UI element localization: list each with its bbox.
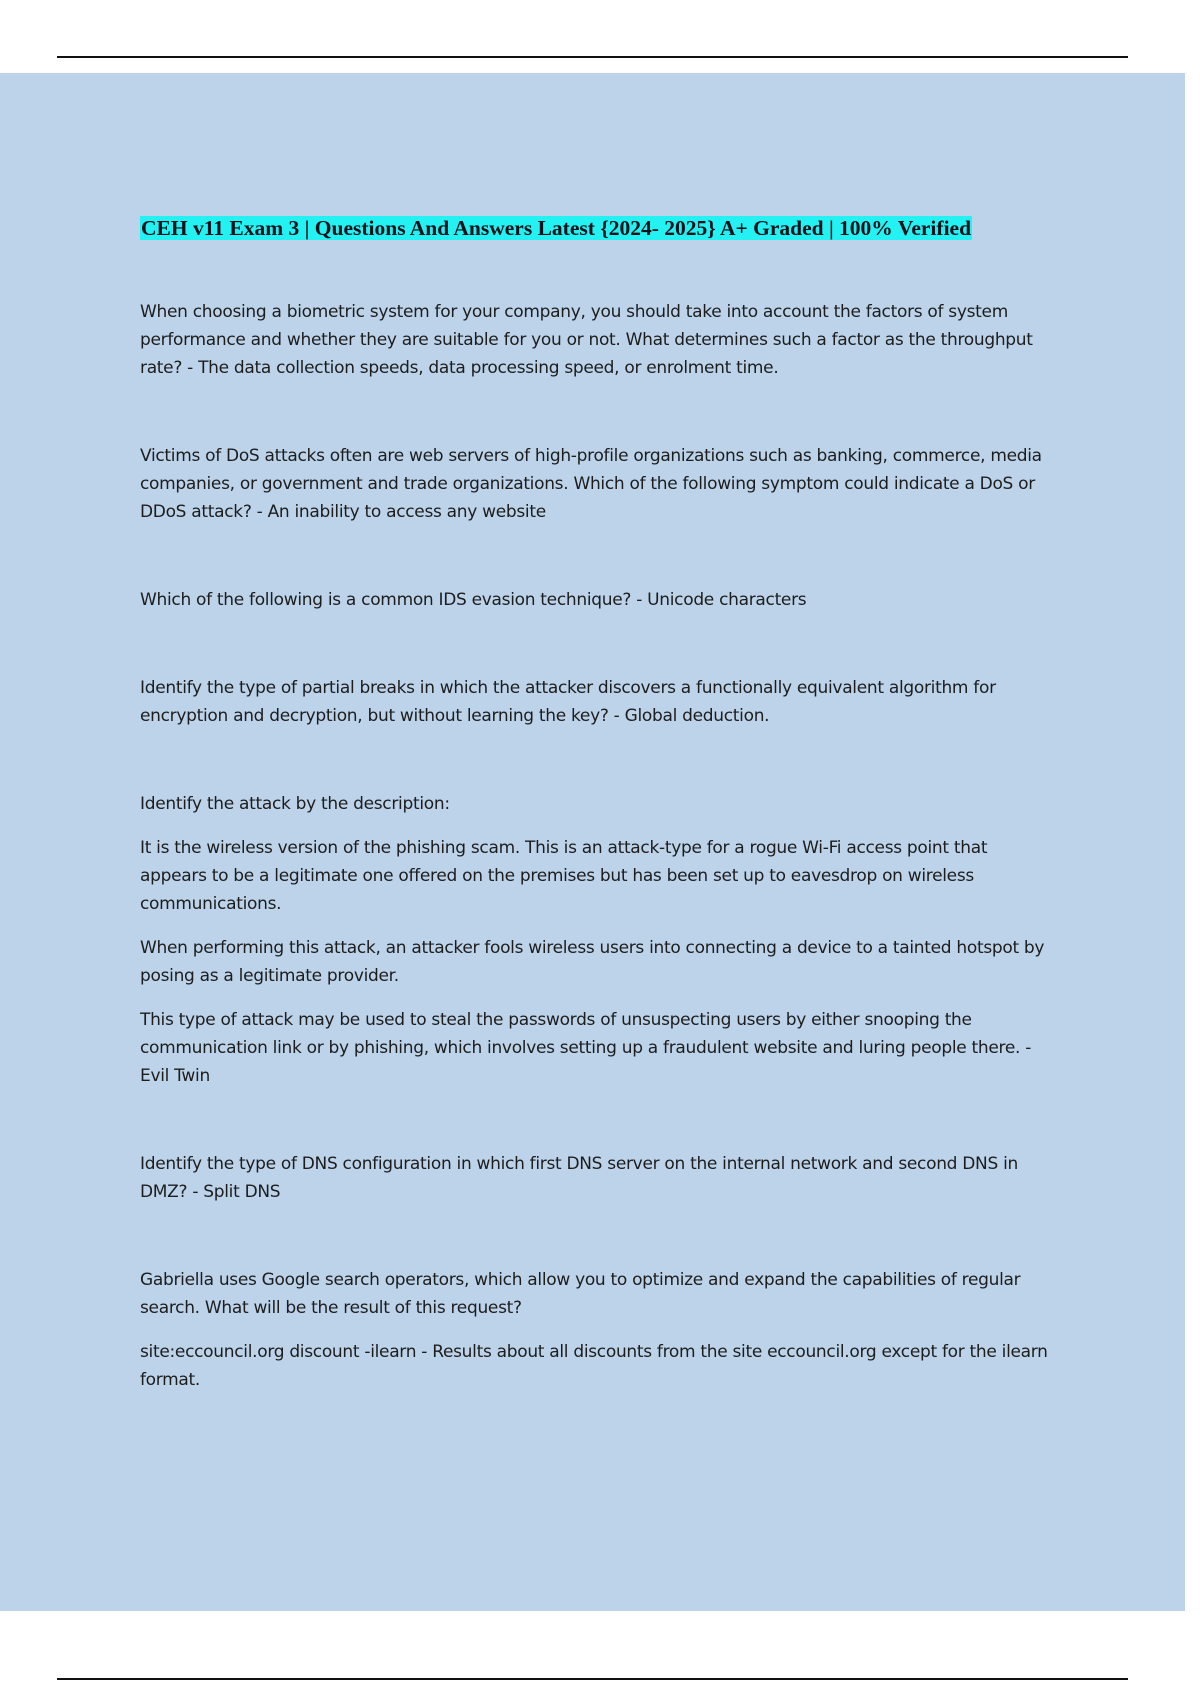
top-rule — [57, 56, 1128, 58]
qa-paragraph: Identify the attack by the description: — [140, 794, 450, 814]
qa-paragraph: It is the wireless version of the phishing scam. This is an attack-type for a rogue Wi-Fi access point that appears to be a legitimate one offered on the premises but has been set up to eavesdrop on wireless communications. — [140, 838, 988, 914]
qa-item — [140, 1266, 1058, 1394]
qa-paragraph: Identify the type of DNS configuration in which first DNS server on the internal network and second DNS in DMZ? - Split DNS — [140, 1154, 1018, 1202]
qa-item — [140, 442, 1058, 526]
qa-paragraph: This type of attack may be used to steal the passwords of unsuspecting users by either snooping the communication link or by phishing, which involves setting up a fraudulent website and luring people there. - Evil Twin — [140, 1010, 1032, 1086]
qa-paragraph: When choosing a biometric system for your company, you should take into account the factors of system performance and whether they are suitable for you or not. What determines such a factor as the throughput rate? - The data collection speeds, data processing speed, or enrolment time. — [140, 302, 1033, 378]
qa-paragraph: Victims of DoS attacks often are web servers of high-profile organizations such as banking, commerce, media companies, or government and trade organizations. Which of the following symptom could indicate a DoS or DDoS attack? - An inability to access any website — [140, 446, 1042, 522]
qa-paragraph: When performing this attack, an attacker fools wireless users into connecting a device to a tainted hotspot by posing as a legitimate provider. — [140, 938, 1045, 986]
qa-paragraph: Gabriella uses Google search operators, which allow you to optimize and expand the capabilities of regular search. What will be the result of this request? — [140, 1270, 1021, 1318]
qa-item — [140, 586, 1058, 614]
qa-paragraph: Identify the type of partial breaks in which the attacker discovers a functionally equivalent algorithm for encryption and decryption, but without learning the key? - Global deduction. — [140, 678, 996, 726]
qa-item — [140, 674, 1058, 730]
document-title-text: CEH v11 Exam 3 | Questions And Answers Latest {2024- 2025} A+ Graded | 100% Verified — [141, 216, 972, 240]
bottom-rule — [57, 1678, 1128, 1680]
qa-item — [140, 1150, 1058, 1206]
qa-paragraph: site:eccouncil.org discount -ilearn - Results about all discounts from the site eccouncil.org except for the ilearn format. — [140, 1342, 1048, 1390]
qa-item — [140, 790, 1058, 1090]
qa-item — [140, 298, 1058, 382]
qa-paragraph: Which of the following is a common IDS evasion technique? - Unicode characters — [140, 590, 807, 610]
document-title — [140, 214, 972, 242]
qa-list — [140, 298, 1058, 1454]
